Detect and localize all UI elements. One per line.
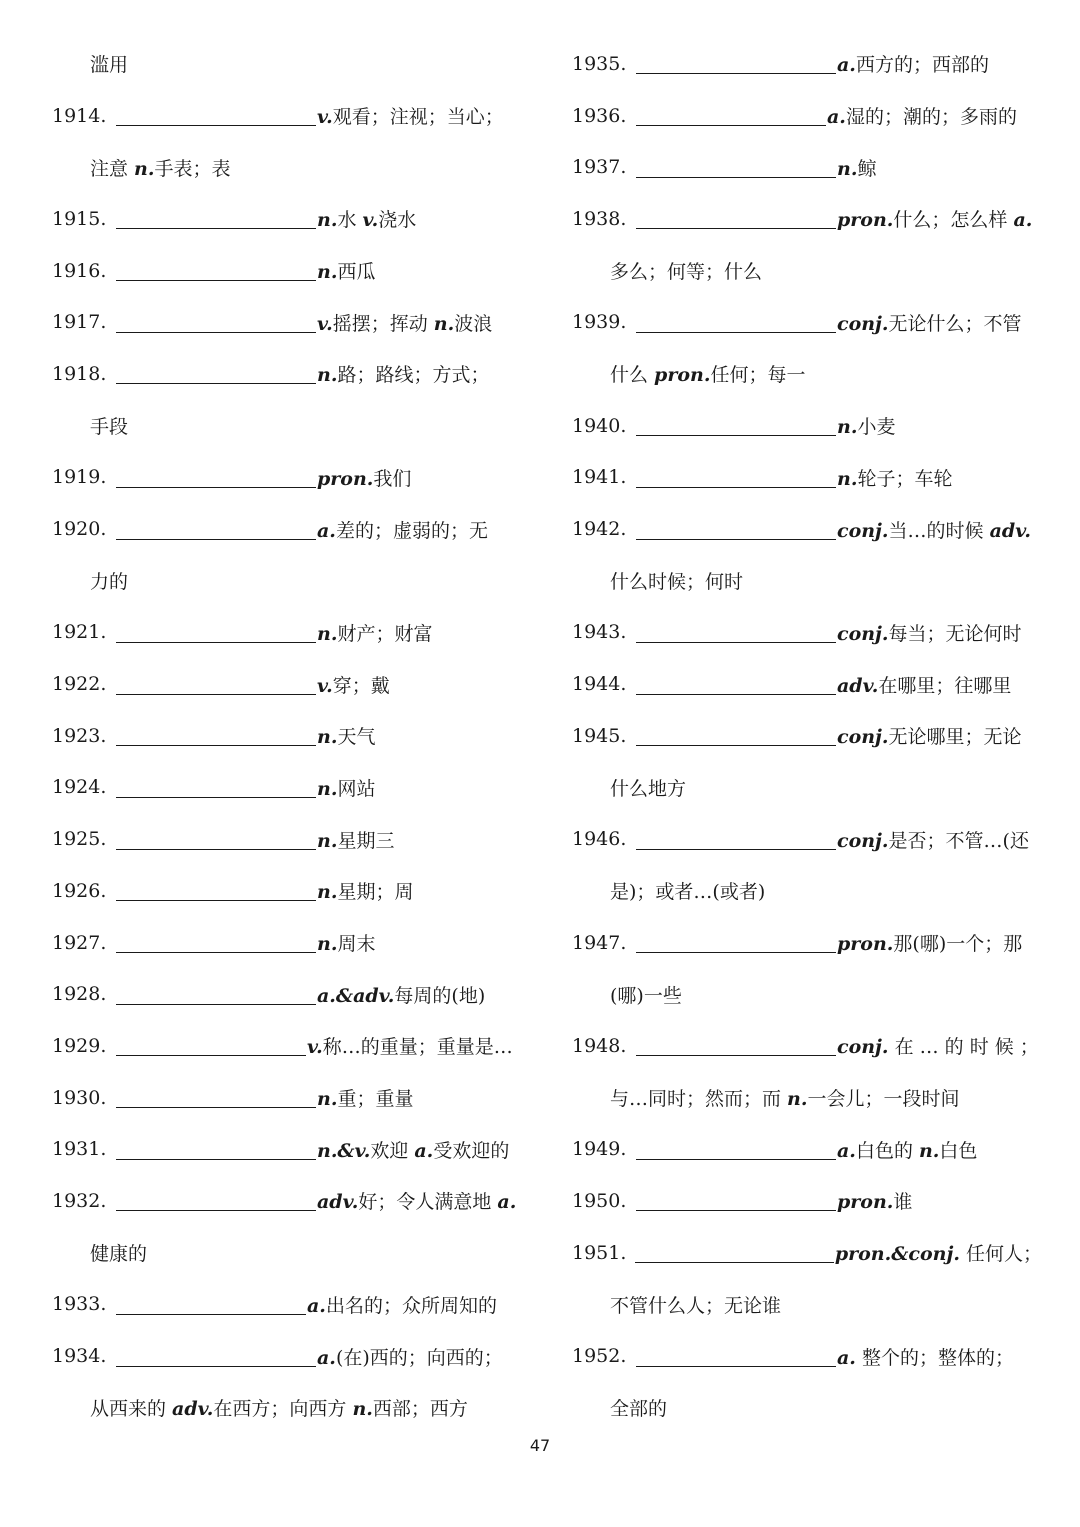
entry-definition: n.财产；财富 xyxy=(317,622,433,645)
entry-definition: a.西方的；西部的 xyxy=(837,54,989,77)
answer-blank[interactable] xyxy=(636,1190,836,1211)
answer-blank[interactable] xyxy=(636,829,836,850)
answer-blank[interactable] xyxy=(116,1087,316,1108)
entry-number: 1919. xyxy=(52,466,107,489)
definition-continuation xyxy=(572,1072,1042,1124)
definition-continuation xyxy=(572,555,1042,607)
continuation-text: 不管什么人；无论谁 xyxy=(610,1294,782,1317)
entry-number: 1922. xyxy=(52,673,107,696)
entry-number: 1945. xyxy=(572,724,627,747)
vocab-entry xyxy=(572,1175,1042,1227)
entry-definition: n.轮子；车轮 xyxy=(837,467,953,490)
continuation-text: 滥用 xyxy=(90,54,129,77)
entry-number: 1948. xyxy=(572,1034,627,1057)
entry-number: 1917. xyxy=(52,311,107,334)
entry-number: 1938. xyxy=(572,207,627,230)
vocab-entry xyxy=(572,917,1042,969)
entry-definition: n.小麦 xyxy=(837,416,896,439)
answer-blank[interactable] xyxy=(116,312,316,333)
definition-continuation xyxy=(572,865,1042,917)
definition-continuation xyxy=(52,1227,522,1279)
continuation-text: 是)；或者…(或者) xyxy=(610,881,766,904)
continuation-text: 健康的 xyxy=(90,1243,148,1266)
entry-definition: n.西瓜 xyxy=(317,261,376,284)
vocab-entry xyxy=(52,607,522,659)
definition-continuation xyxy=(572,245,1042,297)
entry-number: 1916. xyxy=(52,259,107,282)
vocab-entry xyxy=(52,1020,522,1072)
entry-number: 1930. xyxy=(52,1086,107,1109)
entry-definition: n.星期；周 xyxy=(317,881,414,904)
answer-blank[interactable] xyxy=(636,519,836,540)
continuation-text: 多么；何等；什么 xyxy=(610,261,763,284)
vocab-entry xyxy=(52,710,522,762)
vocab-entry xyxy=(572,710,1042,762)
entry-definition: n.网站 xyxy=(317,777,376,800)
entry-number: 1929. xyxy=(52,1034,107,1057)
vocab-entry xyxy=(572,813,1042,865)
answer-blank[interactable] xyxy=(116,725,316,746)
continuation-text: 什么地方 xyxy=(610,777,687,800)
definition-continuation xyxy=(52,400,522,452)
entry-definition: a.&adv.每周的(地) xyxy=(317,984,486,1007)
vocab-entry xyxy=(572,1330,1042,1382)
entry-definition: a.出名的；众所周知的 xyxy=(307,1294,497,1317)
vocab-entry xyxy=(572,193,1042,245)
entry-definition: n.路；路线；方式； xyxy=(317,364,490,387)
continuation-text: 手段 xyxy=(90,416,129,439)
definition-continuation xyxy=(52,141,522,193)
definition-continuation xyxy=(572,1382,1042,1434)
answer-blank[interactable] xyxy=(116,674,316,695)
answer-blank[interactable] xyxy=(116,519,316,540)
answer-blank[interactable] xyxy=(636,312,836,333)
right-column xyxy=(572,38,1042,1434)
answer-blank[interactable] xyxy=(636,674,836,695)
entry-definition: a.湿的；潮的；多雨的 xyxy=(827,106,1017,129)
continuation-text: (哪)一些 xyxy=(610,984,682,1007)
answer-blank[interactable] xyxy=(636,725,836,746)
entry-number: 1925. xyxy=(52,828,107,851)
vocab-entry xyxy=(52,917,522,969)
vocab-entry xyxy=(572,90,1042,142)
answer-blank[interactable] xyxy=(116,105,316,126)
answer-blank[interactable] xyxy=(636,415,836,436)
vocab-entry xyxy=(572,38,1042,90)
vocab-entry xyxy=(572,503,1042,555)
answer-blank[interactable] xyxy=(636,467,836,488)
answer-blank[interactable] xyxy=(636,53,836,74)
answer-blank[interactable] xyxy=(116,1294,306,1315)
entry-number: 1927. xyxy=(52,931,107,954)
entry-number: 1918. xyxy=(52,362,107,385)
entry-definition: n.重；重量 xyxy=(317,1088,414,1111)
answer-blank[interactable] xyxy=(116,880,316,901)
entry-number: 1915. xyxy=(52,207,107,230)
entry-number: 1921. xyxy=(52,621,107,644)
definition-continuation xyxy=(572,1279,1042,1331)
definition-continuation xyxy=(52,555,522,607)
answer-blank[interactable] xyxy=(116,984,316,1005)
vocab-entry xyxy=(52,193,522,245)
entry-definition: conj.是否；不管…(还 xyxy=(837,829,1029,852)
vocab-entry xyxy=(572,1227,1042,1279)
vocab-entry xyxy=(572,1123,1042,1175)
answer-blank[interactable] xyxy=(636,105,826,126)
vocab-entry xyxy=(52,865,522,917)
entry-number: 1933. xyxy=(52,1293,107,1316)
entry-definition: a.(在)西的；向西的； xyxy=(317,1346,503,1369)
entry-number: 1942. xyxy=(572,518,627,541)
vocab-entry xyxy=(52,813,522,865)
entry-definition: a. 整个的；整体的； xyxy=(837,1346,1014,1369)
answer-blank[interactable] xyxy=(116,363,316,384)
answer-blank[interactable] xyxy=(116,467,316,488)
answer-blank[interactable] xyxy=(636,1346,836,1367)
entry-definition: n.&v.欢迎 a.受欢迎的 xyxy=(317,1139,510,1162)
entry-number: 1924. xyxy=(52,776,107,799)
entry-number: 1952. xyxy=(572,1345,627,1368)
entry-definition: v.穿；戴 xyxy=(317,674,390,697)
entry-number: 1934. xyxy=(52,1345,107,1368)
answer-blank[interactable] xyxy=(116,1035,306,1056)
entry-number: 1947. xyxy=(572,931,627,954)
vocab-entry xyxy=(52,348,522,400)
entry-definition: pron.我们 xyxy=(317,467,412,490)
entry-definition: conj. 在 … 的 时 候 ； xyxy=(837,1036,1039,1059)
vocab-entry xyxy=(572,141,1042,193)
entry-definition: conj.当…的时候 adv. xyxy=(837,519,1031,542)
entry-definition: n.水 v.浇水 xyxy=(317,209,417,232)
definition-continuation xyxy=(52,38,522,90)
answer-blank[interactable] xyxy=(636,208,836,229)
entry-number: 1937. xyxy=(572,156,627,179)
entry-definition: n.周末 xyxy=(317,933,376,956)
entry-definition: conj.无论什么；不管 xyxy=(837,312,1022,335)
vocab-entry xyxy=(52,1072,522,1124)
vocab-entry xyxy=(572,658,1042,710)
entry-number: 1946. xyxy=(572,828,627,851)
answer-blank[interactable] xyxy=(636,1139,836,1160)
entry-number: 1939. xyxy=(572,311,627,334)
entry-number: 1935. xyxy=(572,52,627,75)
vocab-entry xyxy=(572,1020,1042,1072)
entry-number: 1931. xyxy=(52,1138,107,1161)
entry-number: 1949. xyxy=(572,1138,627,1161)
vocab-entry xyxy=(572,452,1042,504)
entry-number: 1928. xyxy=(52,983,107,1006)
answer-blank[interactable] xyxy=(636,1035,836,1056)
entry-definition: a.差的；虚弱的；无 xyxy=(317,519,488,542)
answer-blank[interactable] xyxy=(116,829,316,850)
entry-number: 1941. xyxy=(572,466,627,489)
vocab-entry xyxy=(52,1279,522,1331)
answer-blank[interactable] xyxy=(635,1242,833,1263)
continuation-text: 什么时候；何时 xyxy=(610,571,744,594)
answer-blank[interactable] xyxy=(116,1346,316,1367)
entry-definition: pron.&conj. 任何人； xyxy=(834,1243,1042,1266)
entry-number: 1936. xyxy=(572,104,627,127)
vocab-entry xyxy=(52,90,522,142)
entry-definition: pron.那(哪)一个；那 xyxy=(837,933,1023,956)
entry-definition: conj.无论哪里；无论 xyxy=(837,726,1022,749)
continuation-text: 从西来的 adv.在西方；向西方 n.西部；西方 xyxy=(90,1398,468,1421)
entry-definition: pron.什么；怎么样 a. xyxy=(837,209,1033,232)
vocab-entry xyxy=(52,762,522,814)
entry-number: 1932. xyxy=(52,1189,107,1212)
vocab-entry xyxy=(52,1175,522,1227)
entry-number: 1920. xyxy=(52,518,107,541)
vocab-entry xyxy=(52,296,522,348)
entry-definition: a.白色的 n.白色 xyxy=(837,1139,978,1162)
vocab-entry xyxy=(572,607,1042,659)
vocab-entry xyxy=(52,1123,522,1175)
entry-number: 1914. xyxy=(52,104,107,127)
continuation-text: 全部的 xyxy=(610,1398,668,1421)
entry-number: 1943. xyxy=(572,621,627,644)
answer-blank[interactable] xyxy=(116,1139,316,1160)
entry-number: 1950. xyxy=(572,1189,627,1212)
page-number: 47 xyxy=(529,1436,551,1455)
entry-number: 1951. xyxy=(572,1241,627,1264)
vocab-entry xyxy=(52,452,522,504)
entry-definition: adv.好；令人满意地 a. xyxy=(317,1191,517,1214)
entry-number: 1923. xyxy=(52,724,107,747)
continuation-text: 力的 xyxy=(90,571,129,594)
definition-continuation xyxy=(572,348,1042,400)
answer-blank[interactable] xyxy=(116,1190,316,1211)
entry-definition: n.天气 xyxy=(317,726,376,749)
answer-blank[interactable] xyxy=(116,208,316,229)
entry-number: 1944. xyxy=(572,673,627,696)
answer-blank[interactable] xyxy=(636,932,836,953)
entry-definition: v.称…的重量；重量是… xyxy=(307,1036,513,1059)
definition-continuation xyxy=(572,762,1042,814)
entry-definition: v.摇摆；挥动 n.波浪 xyxy=(317,312,493,335)
entry-definition: n.鲸 xyxy=(837,157,877,180)
vocab-entry xyxy=(572,400,1042,452)
answer-blank[interactable] xyxy=(116,932,316,953)
left-column xyxy=(52,38,522,1434)
entry-definition: v.观看；注视；当心； xyxy=(317,106,504,129)
entry-definition: conj.每当；无论何时 xyxy=(837,622,1022,645)
vocab-entry xyxy=(52,968,522,1020)
answer-blank[interactable] xyxy=(116,777,316,798)
entry-definition: n.星期三 xyxy=(317,829,395,852)
answer-blank[interactable] xyxy=(636,622,836,643)
answer-blank[interactable] xyxy=(116,622,316,643)
continuation-text: 注意 n.手表；表 xyxy=(90,157,231,180)
vocab-entry xyxy=(52,245,522,297)
vocab-entry xyxy=(52,1330,522,1382)
answer-blank[interactable] xyxy=(116,260,316,281)
entry-number: 1926. xyxy=(52,879,107,902)
vocab-entry xyxy=(52,503,522,555)
definition-continuation xyxy=(572,968,1042,1020)
continuation-text: 什么 pron.任何；每一 xyxy=(610,364,806,387)
definition-continuation xyxy=(52,1382,522,1434)
entry-definition: adv.在哪里；往哪里 xyxy=(837,674,1012,697)
vocab-entry xyxy=(52,658,522,710)
vocab-entry xyxy=(572,296,1042,348)
entry-number: 1940. xyxy=(572,414,627,437)
entry-definition: pron.谁 xyxy=(837,1191,913,1214)
continuation-text: 与…同时；然而；而 n.一会儿；一段时间 xyxy=(610,1088,960,1111)
answer-blank[interactable] xyxy=(636,157,836,178)
